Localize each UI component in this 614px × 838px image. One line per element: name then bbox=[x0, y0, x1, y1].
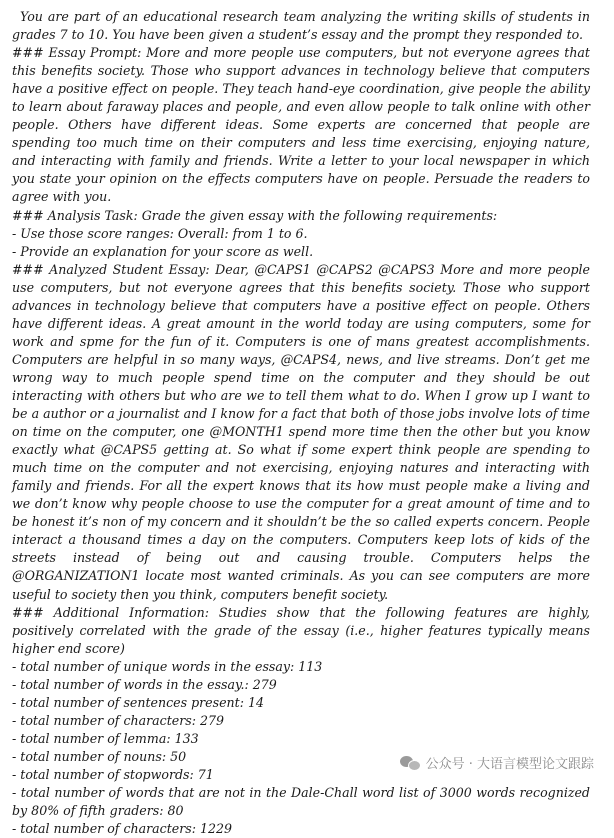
requirement-item: - Use those score ranges: Overall: from 1 to 6. bbox=[12, 225, 308, 241]
feature-item: - total number of sentences present: 14 bbox=[12, 694, 264, 710]
document-body bbox=[12, 8, 590, 838]
feature-item: - total number of characters: 1229 bbox=[12, 821, 232, 837]
feature-item: - total number of lemma: 133 bbox=[12, 730, 199, 746]
feature-item: - total number of words that are not in the Dale-Chall word list of 3000 words recognized by 80% of fifth graders: 80 bbox=[12, 785, 590, 819]
feature-item: - total number of stopwords: 71 bbox=[12, 766, 214, 782]
wechat-icon bbox=[400, 755, 420, 771]
watermark-text: 公众号 · 大语言模型论文跟踪 bbox=[425, 757, 594, 772]
intro-paragraph: You are part of an educational research team analyzing the writing skills of students in grades 7 to 10. You have been given a student’s essay and the prompt they responded to. bbox=[12, 9, 590, 43]
feature-item: - total number of nouns: 50 bbox=[12, 748, 187, 764]
watermark bbox=[396, 751, 598, 774]
student-essay-paragraph: ### Analyzed Student Essay: Dear, @CAPS1 @CAPS2 @CAPS3 More and more people use computers, but not everyone agrees that this benefits society. Those who support advances in technology believe that computers have a positive effect on people. Others have different ideas. A great amount in the world today are using computers, some for work and spme for the fun of it. Computers is one of mans greatest accomplishments. Computers are helpful in so many ways, @CAPS4, news, and live streams. Don’t get me wrong way to much people spend time on the computer and they should be out interacting with others but who are we to tell them what to do. When I grow up I want to be a author or a journalist and I know for a fact that both of those jobs involve lots of time on time on the computer, one @MONTH1 spend more time then the other but you know exactly what @CAPS5 getting at. So what if some expert think people are spending to much time on the computer and not exercising, enjoying natures and interacting with family and friends. For all the expert knows that its how must people make a living and we don’t know why people choose to use the computer for a great amount of time and to be honest it’s non of my concern and it shouldn’t be the so called experts concern. People interact a thousand times a day on the computers. Computers keep lots of kids of the streets instead of being out and causing trouble. Computers helps the @ORGANIZATION1 locate most wanted criminals. As you can see computers are more useful to society then you think, computers benefit society. bbox=[12, 261, 590, 602]
essay-prompt-paragraph: ### Essay Prompt: More and more people use computers, but not everyone agrees that this benefits society. Those who support advances in technology believe that computers have a positive effect on people. They teach hand-eye coordination, give people the ability to learn about faraway places and people, and even allow people to talk online with other people. Others have different ideas. Some experts are concerned that people are spending too much time on their computers and less time exercising, enjoying nature, and interacting with family and friends. Write a letter to your local newspaper in which you state your opinion on the effects computers have on people. Persuade the readers to agree with you. bbox=[12, 45, 590, 205]
feature-item: - total number of characters: 279 bbox=[12, 712, 224, 728]
feature-item: - total number of unique words in the essay: 113 bbox=[12, 658, 323, 674]
analysis-task-heading: ### Analysis Task: Grade the given essay with the following requirements: bbox=[12, 207, 498, 223]
additional-info-paragraph: ### Additional Information: Studies show that the following features are highly, positively correlated with the grade of the essay (i.e., higher features typically means higher end score) bbox=[12, 604, 590, 656]
requirement-item: - Provide an explanation for your score as well. bbox=[12, 243, 314, 259]
feature-item: - total number of words in the essay.: 279 bbox=[12, 676, 277, 692]
